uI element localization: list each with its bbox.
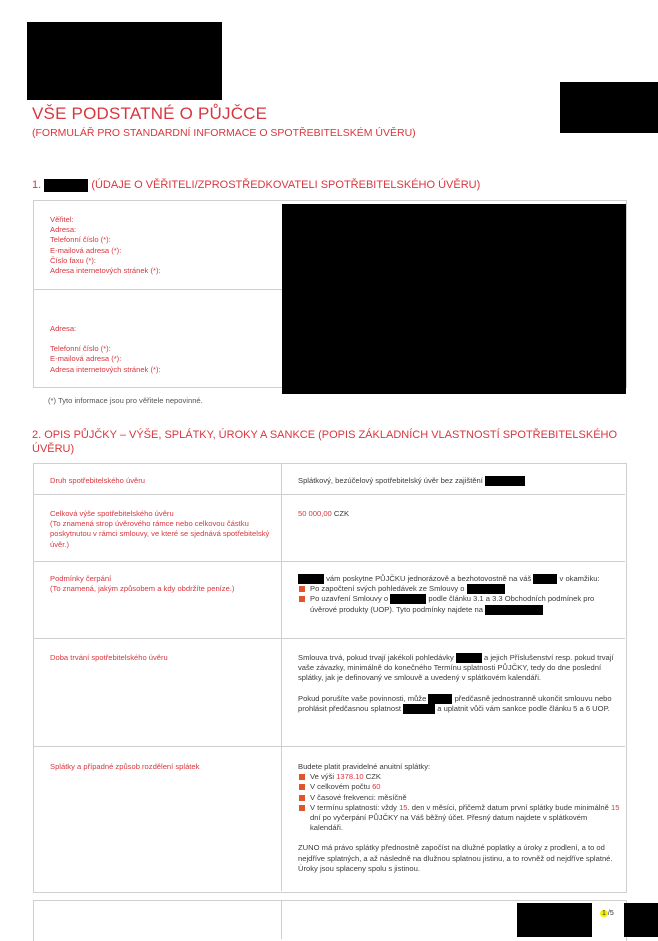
creditor-table-divider — [34, 289, 282, 290]
draw-bullet-1-text: Po započtení svých pohledávek ze Smlouvy o — [310, 584, 465, 594]
redacted-inline — [456, 653, 482, 663]
creditor-labels — [50, 215, 161, 276]
loan-currency: CZK — [333, 509, 350, 518]
redacted-company-name — [44, 179, 88, 192]
row-installments-label: Splátky a případné způsob rozdělení splátek — [50, 762, 200, 771]
installments-bullet-due — [298, 803, 620, 834]
label-address: Adresa: — [50, 225, 77, 235]
label-website: Adresa internetových stránek (*): — [50, 266, 161, 276]
row-divider — [34, 746, 625, 747]
installments-paragraph: ZUNO má právo splátky přednostně započíst na dlužné poplatky a úroky z prodlení, a to od nejdříve splatných, a až následně na dlužnou splatnou jistinu, a to rovněž od nejdříve splatné. Úroky jsou splaceny spolu s jistinou. — [298, 843, 613, 873]
loan-amount: 50 000,00 — [298, 509, 332, 518]
optional-info-note: (*) Tyto informace jsou pro věřitele nepovinné. — [48, 396, 203, 405]
redacted-inline — [428, 694, 452, 704]
row-amount-title: Celková výše spotřebitelského úvěru — [50, 509, 174, 518]
installment-count: 60 — [372, 782, 381, 792]
spacer — [298, 833, 620, 843]
redacted-inline — [485, 605, 543, 615]
row-draw-explanation: (To znamená, jakým způsobem a kdy obdržíte peníze.) — [50, 584, 235, 594]
redacted-footer-left — [517, 903, 592, 937]
min-days: 15 — [610, 802, 620, 812]
redacted-inline — [390, 594, 426, 604]
row-divider — [34, 638, 625, 639]
redacted-logo — [27, 22, 222, 100]
installments-intro: Budete platit pravidelné anuitní splátky: — [298, 762, 431, 771]
redacted-brand-mark — [560, 82, 658, 133]
due-text-end: dní po vyčerpání PŮJČKY na Váš běžný účet. Přesný datum najdete v splátkovém kalendáři. — [310, 813, 588, 833]
installments-bullet-count — [298, 782, 620, 792]
draw-intro-text-a: vám poskytne PŮJČKU jednorázově a bezhotovostně na váš — [326, 574, 532, 583]
label-creditor: Věřitel: — [50, 215, 74, 224]
label-email-2: E-mailová adresa (*): — [50, 354, 122, 364]
row-type-label: Druh spotřebitelského úvěru — [50, 476, 145, 485]
page-title: VŠE PODSTATNÉ O PŮJČCE — [32, 104, 268, 123]
row-draw-label — [50, 574, 276, 594]
duration-p2-text-b: předčasně jednostranně ukončit smlouvu nebo prohlásit předčasnou splatnost — [298, 693, 612, 713]
section1-title: (ÚDAJE O VĚŘITELI/ZPROSTŘEDKOVATELI SPOTŘEBITELSKÉHO ÚVĚRU) — [91, 179, 481, 191]
spacer — [298, 684, 618, 694]
duration-p2-text-c: a uplatnit vůči vám sankce podle článku 5 a 6 UOP. — [437, 703, 610, 713]
redacted-footer-right — [624, 903, 658, 937]
section1-number: 1. — [32, 179, 42, 191]
label-phone-2: Telefonní číslo (*): — [50, 344, 111, 354]
redacted-inline — [485, 476, 525, 486]
draw-bullet-2 — [298, 594, 620, 614]
row-installments-value — [298, 762, 620, 874]
draw-bullet-2-text-b: podle článku 3.1 a 3.3 Obchodních podmínek pro úvěrové produkty (UOP). Tyto podmínky najdete na — [310, 594, 595, 614]
draw-intro — [298, 574, 620, 584]
duration-paragraph-2 — [298, 694, 618, 714]
duration-p1-text-a: Smlouva trvá, pokud trvají jakékoli pohledávky — [298, 653, 454, 662]
table-column-divider — [281, 464, 282, 891]
duration-p2-text-a: Pokud porušíte vaše povinnosti, může — [298, 693, 427, 703]
next-table-column-divider — [281, 901, 282, 939]
section2-heading — [32, 428, 632, 456]
spacer — [50, 334, 161, 344]
installments-bullet-amount — [298, 772, 620, 782]
due-day: 15 — [399, 802, 408, 812]
redacted-inline — [533, 574, 557, 584]
installment-amount: 1378.10 — [336, 772, 364, 782]
label-fax: Číslo faxu (*): — [50, 255, 96, 265]
intermediary-labels — [50, 324, 161, 375]
row-duration-label: Doba trvání spotřebitelského úvěru — [50, 653, 168, 662]
label-email: E-mailová adresa (*): — [50, 245, 122, 255]
due-text: . den v měsíci, přičemž datum první splátky bude minimálně — [407, 802, 609, 812]
row-amount-label — [50, 509, 276, 550]
redacted-inline — [298, 574, 324, 584]
duration-p1-text-b: a jejich Příslušenství resp. pokud trvají vaše závazky, minimálně do konečného Termínu splatnosti PŮJČKY, tedy do dne poslední splátky, jak je definovaný ve smlouvě a uvedený v splátkovém kalendáři. — [298, 653, 614, 683]
section1-heading — [32, 178, 480, 192]
installment-currency: CZK — [365, 772, 381, 782]
installment-count-label: V celkovém počtu — [310, 782, 370, 792]
section2-heading-line2: ÚVĚRU) — [32, 443, 75, 455]
due-label: V termínu splatnosti: vždy — [310, 802, 397, 812]
label-phone: Telefonní číslo (*): — [50, 235, 111, 245]
row-amount-value — [298, 509, 349, 519]
row-divider — [34, 494, 625, 495]
page-subtitle: (FORMULÁŘ PRO STANDARDNÍ INFORMACE O SPOTŘEBITELSKÉM ÚVĚRU) — [32, 127, 416, 139]
section2-heading-line1: 2. OPIS PŮJČKY – VÝŠE, SPLÁTKY, ÚROKY A SANKCE (POPIS ZÁKLADNÍCH VLASTNOSTÍ SPOTŘEBITELSKÉHO — [32, 429, 618, 441]
installment-amount-label: Ve výši — [310, 772, 335, 782]
duration-paragraph-1 — [298, 653, 618, 684]
label-website-2: Adresa internetových stránek (*): — [50, 364, 161, 374]
row-type-value — [298, 476, 525, 486]
row-draw-title: Podmínky čerpání — [50, 574, 112, 583]
row-divider — [34, 561, 625, 562]
page-number — [600, 910, 614, 917]
page-current: 1 — [602, 910, 606, 917]
row-duration-value — [298, 653, 618, 714]
page-total: /5 — [607, 910, 614, 917]
draw-bullet-2-text-a: Po uzavření Smlouvy o — [310, 594, 389, 604]
installments-bullet-frequency: V časové frekvenci: měsíčně — [298, 793, 620, 803]
row-draw-value — [298, 574, 620, 615]
redacted-creditor-details — [282, 204, 626, 394]
draw-bullet-1 — [298, 584, 620, 594]
draw-intro-text-b: v okamžiku: — [559, 574, 600, 583]
redacted-inline — [467, 584, 505, 594]
row-type-text: Splátkový, bezúčelový spotřebitelský úvěr bez zajištění — [298, 476, 483, 485]
redacted-inline — [403, 704, 435, 714]
row-amount-explanation: (To znamená strop úvěrového rámce nebo celkovou částku poskytnutou v rámci smlouvy, ve které se sjednává spotřebitelský úvěr.) — [50, 519, 270, 549]
label-address-2: Adresa: — [50, 324, 77, 333]
